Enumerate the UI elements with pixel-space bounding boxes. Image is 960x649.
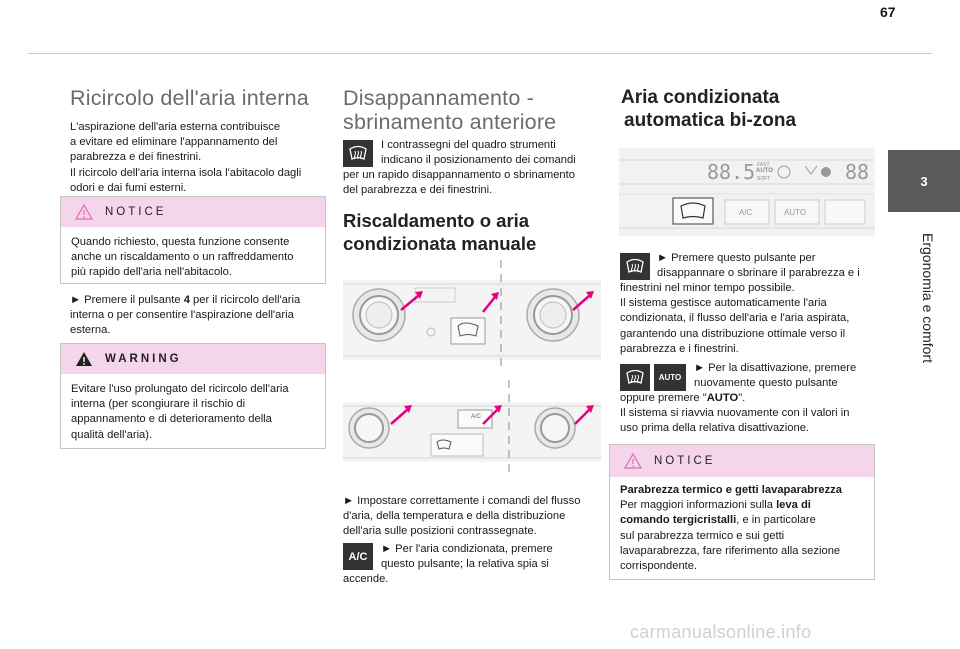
text-span: oppure premere " bbox=[620, 392, 707, 404]
text-line: ► Premere questo pulsante per bbox=[657, 252, 816, 264]
text-line: sul parabrezza termico e sui getti bbox=[620, 529, 785, 542]
text-line: I contrassegni del quadro strumenti bbox=[381, 139, 556, 151]
text-line: garantendo una distribuzione ottimale verso il bbox=[620, 327, 846, 340]
paragraph bbox=[70, 120, 330, 196]
notice-label: NOTICE bbox=[105, 206, 167, 218]
notice-label: NOTICE bbox=[654, 455, 716, 467]
step1-text bbox=[657, 251, 877, 281]
temp-display-right: 88 bbox=[845, 160, 870, 184]
notice-body bbox=[61, 227, 325, 289]
manual-ac-panel-illustration bbox=[343, 380, 601, 472]
text-line: dell'aria sulle posizioni contrassegnate. bbox=[343, 525, 537, 538]
text-line: appannamento e di deterioramento della bbox=[71, 413, 272, 426]
auto-button-label: AUTO bbox=[784, 208, 807, 217]
column-1 bbox=[70, 86, 330, 196]
section-title bbox=[343, 86, 603, 134]
section-title-bold bbox=[621, 86, 871, 132]
text-line bbox=[620, 391, 878, 406]
bold-span: leva di bbox=[776, 499, 811, 512]
notice-triangle-icon bbox=[75, 204, 93, 220]
text-line: questo pulsante; la relativa spia si bbox=[381, 558, 549, 571]
auto-label-small: AUTO bbox=[756, 168, 773, 174]
ac-icon: A/C bbox=[343, 543, 373, 570]
text-line: interna (per scongiurare il rischio di bbox=[71, 398, 246, 411]
step1-text-cont bbox=[620, 281, 878, 357]
notice-triangle-icon bbox=[624, 453, 642, 469]
text-line: d'aria, della temperatura e della distribuzione bbox=[343, 510, 566, 523]
column-2-title bbox=[343, 86, 603, 134]
page-number: 67 bbox=[880, 4, 896, 20]
text-line: ► Per la disattivazione, premere bbox=[694, 362, 857, 374]
text-line bbox=[620, 498, 866, 513]
text-span: ► Premere il pulsante bbox=[70, 294, 184, 306]
notice-header bbox=[610, 445, 874, 477]
text-line: ► Per l'aria condizionata, premere bbox=[381, 543, 553, 555]
manual-ac-panel-drawing bbox=[343, 380, 601, 472]
text-line: lavaparabrezza, fare riferimento alla sezione bbox=[620, 544, 841, 557]
text-span: ". bbox=[738, 392, 746, 404]
text-line: ► Impostare correttamente i comandi del flusso bbox=[343, 495, 581, 507]
text-line: indicano il posizionamento dei comandi bbox=[381, 154, 576, 167]
text-line: Il sistema si riavvia nuovamente con il valori in bbox=[620, 407, 850, 420]
auto-bold: AUTO bbox=[706, 392, 739, 404]
text-line: a evitare ed eliminare l'appannamento del bbox=[70, 136, 278, 149]
text-line: interna o per consentire l'aspirazione dell'aria bbox=[70, 309, 294, 322]
step-paragraph bbox=[70, 293, 330, 339]
title-line: Disappannamento - bbox=[343, 86, 535, 110]
text-line: nuovamente questo pulsante bbox=[694, 377, 838, 390]
notice-box bbox=[60, 196, 326, 284]
text-line: per un rapido disappannamento o sbrinamento bbox=[343, 169, 575, 181]
notice-box-2 bbox=[609, 444, 875, 580]
ac-button-label: A/C bbox=[739, 208, 753, 217]
text-line: Evitare l'uso prolungato del ricircolo dell'aria bbox=[71, 383, 289, 395]
manual-panel-illustration bbox=[343, 260, 601, 370]
title-line: condizionata manuale bbox=[343, 233, 537, 254]
step2-text-cont bbox=[620, 391, 878, 437]
text-line bbox=[620, 513, 866, 528]
text-line: uso prima della relativa disattivazione. bbox=[620, 422, 810, 435]
warning-body bbox=[61, 374, 325, 451]
fast-label: FAST bbox=[757, 162, 770, 168]
text-line: Il ricircolo dell'aria interna isola l'abitacolo dagli bbox=[70, 166, 302, 179]
warning-label: WARNING bbox=[105, 353, 182, 365]
notice-body bbox=[610, 477, 874, 582]
text-line: condizionata, il flusso dell'aria e l'aria aspirata, bbox=[620, 312, 850, 325]
text-line bbox=[70, 293, 330, 308]
auto-panel-illustration bbox=[619, 148, 875, 236]
notice-header bbox=[61, 197, 325, 227]
watermark: carmanualsonline.info bbox=[630, 622, 812, 642]
chapter-number: 3 bbox=[920, 173, 928, 189]
subsection-title bbox=[343, 209, 603, 255]
intro-text-cont bbox=[343, 168, 603, 198]
auto-icon: AUTO bbox=[654, 364, 686, 391]
text-line: esterna. bbox=[70, 324, 111, 337]
ac-label-small: A/C bbox=[471, 414, 482, 420]
text-line: più rapido dell'aria nell'abitacolo. bbox=[71, 266, 233, 279]
ac-text-end: accende. bbox=[343, 573, 389, 585]
ac-text bbox=[381, 542, 601, 572]
title-line: Aria condizionata bbox=[621, 87, 780, 108]
text-line: qualità dell'aria). bbox=[71, 428, 153, 441]
defrost-icon bbox=[620, 253, 650, 280]
text-line: parabrezza e dei finestrini. bbox=[70, 151, 202, 164]
text-line: del parabrezza e dei finestrini. bbox=[343, 184, 493, 197]
soft-label: SOFT bbox=[757, 176, 771, 182]
title-line: automatica bi-zona bbox=[624, 110, 797, 131]
chapter-tab[interactable] bbox=[888, 150, 960, 212]
temp-display-left: 88.5 bbox=[707, 160, 756, 184]
title-line: Riscaldamento o aria bbox=[343, 210, 530, 231]
text-line: Il sistema gestisce automaticamente l'aria bbox=[620, 297, 827, 310]
warning-header bbox=[61, 344, 325, 374]
text-line: parabrezza e i finestrini. bbox=[620, 342, 739, 355]
text-line: odori e dai fumi esterni. bbox=[70, 181, 187, 194]
intro-text bbox=[381, 138, 601, 168]
step2-text bbox=[694, 361, 878, 391]
button-number: 4 bbox=[183, 294, 190, 306]
text-line: finestrini nel minor tempo possibile. bbox=[620, 282, 795, 294]
defrost-icon-2 bbox=[620, 364, 650, 391]
text-line: disappannare o sbrinare il parabrezza e i bbox=[657, 267, 860, 280]
top-rule bbox=[28, 53, 932, 54]
section-title: Ricircolo dell'aria interna bbox=[70, 86, 309, 110]
text-line: Quando richiesto, questa funzione consente bbox=[71, 236, 290, 248]
defrost-icon bbox=[343, 140, 373, 167]
manual-panel-drawing bbox=[343, 260, 601, 370]
bold-span: comando tergicristalli bbox=[620, 514, 737, 527]
notice-bold-title: Parabrezza termico e getti lavaparabrezza bbox=[620, 484, 842, 496]
text-span: per il ricircolo dell'aria bbox=[189, 294, 301, 306]
text-line: anche un riscaldamento o un raffreddamento bbox=[71, 251, 294, 264]
warning-triangle-icon bbox=[75, 351, 93, 367]
steps-text bbox=[343, 494, 603, 540]
text-line: corrispondente. bbox=[620, 560, 698, 573]
text-span: Per maggiori informazioni sulla bbox=[620, 499, 777, 512]
title-line: sbrinamento anteriore bbox=[343, 110, 557, 134]
text-span: , e in particolare bbox=[736, 514, 816, 527]
chapter-label: Ergonomia e comfort bbox=[920, 233, 936, 363]
warning-box bbox=[60, 343, 326, 449]
text-line: L'aspirazione dell'aria esterna contribuisce bbox=[70, 121, 281, 133]
